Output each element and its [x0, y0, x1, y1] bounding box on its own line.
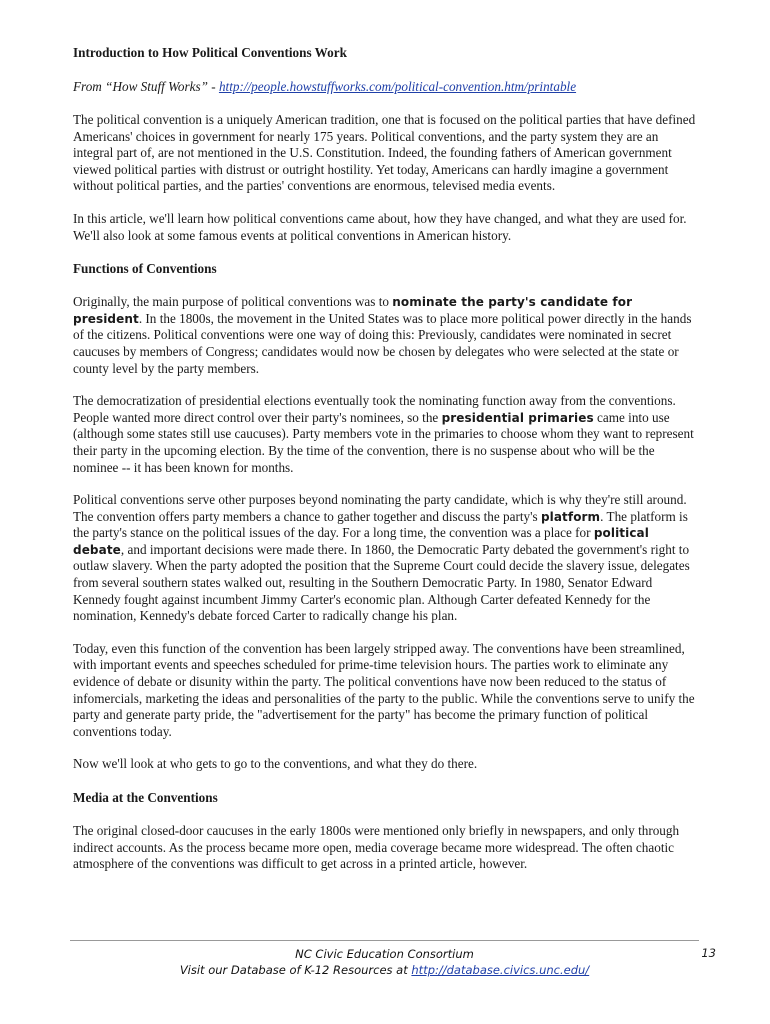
text-run: Now we'll look at who gets to go to the conventions, and what they do there.	[73, 756, 478, 772]
source-link[interactable]: http://people.howstuffworks.com/political-convention.htm/printable	[218, 79, 577, 94]
text-run: The democratization of presidential elections eventually took the nominating function away from the conventions. People wanted more direct control over their party's nominees, so the	[73, 393, 676, 425]
page-footer	[70, 946, 699, 978]
source-prefix: From “How Stuff Works” -	[73, 79, 219, 94]
paragraph	[73, 294, 698, 377]
section-heading-functions: Functions of Conventions	[73, 261, 217, 277]
paragraph	[73, 393, 698, 476]
paragraph	[73, 211, 698, 244]
document-body	[73, 44, 698, 889]
footer-divider	[70, 940, 699, 941]
text-run: The original closed-door caucuses in the early 1800s were mentioned only briefly in newspapers, and only through indirect accounts. As the process became more open, media coverage became more widespread. The often chaotic atmosphere of the conventions was difficult to get across in a printed article, however.	[73, 823, 680, 872]
text-run: Political conventions serve other purposes beyond nominating the party candidate, which is why they're still around. The convention offers party members a chance to gather together and discuss the party's	[73, 492, 687, 524]
text-run: In this article, we'll learn how political conventions came about, how they have changed, and what they are used for. We'll also look at some famous events at political conventions in American history.	[73, 210, 687, 243]
text-run: . In the 1800s, the movement in the United States was to place more political power directly in the hands of the citizens. Political conventions were one way of doing this: Previously, candidates were nominated in secret caucuses by members of Congress; candidates would now be chosen by delegates who were selected at the state or county level by the party members.	[73, 310, 692, 376]
text-run: Today, even this function of the convention has been largely stripped away. The conventions have been streamlined, with important events and speeches scheduled for prime-time television hours. The parties work to eliminate any evidence of debate or disunity within the party. The political conventions have now been reduced to the status of infomercials, marketing the ideas and personalities of the party to the public. While the conventions serve to unify the party and generate party pride, the "advertisement for the party" has become the primary function of political conventions today.	[73, 640, 695, 739]
page-number: 13	[701, 946, 716, 960]
paragraph	[73, 492, 698, 625]
source-line	[73, 78, 698, 95]
section-heading-media: Media at the Conventions	[73, 790, 218, 805]
footer-link[interactable]: http://database.civics.unc.edu/	[411, 963, 590, 977]
footer-org: NC Civic Education Consortium	[295, 947, 474, 961]
paragraph	[73, 112, 698, 195]
bold-term: presidential primaries	[441, 410, 594, 425]
paragraph	[73, 756, 698, 773]
paragraph	[73, 641, 698, 741]
text-run: Originally, the main purpose of political conventions was to	[73, 294, 393, 310]
footer-visit-line	[70, 962, 699, 978]
text-run: , and important decisions were made there. In 1860, the Democratic Party debated the government's right to outlaw slavery. When the party adopted the position that the Supreme Court could decide the slavery issue, delegates from several southern states walked out, resulting in the Southern Democratic Party. In 1980, Senator Edward Kennedy fought against incumbent Jimmy Carter's economic plan. Although Carter defeated Kennedy for the nomination, Kennedy's debate forced Carter to radically change his plan.	[73, 541, 690, 624]
paragraph	[73, 823, 698, 873]
bold-term: nominate the party's candidate for president	[73, 295, 633, 326]
text-run: . The platform is the party's stance on the political issues of the day. For a long time, the convention was a place for	[73, 508, 688, 541]
text-run: The political convention is a uniquely American tradition, one that is focused on the political parties that have defined Americans' choices in government for nearly 175 years. Political conventions, and the party system they are an integral part of, are not mentioned in the U.S. Constitution. Indeed, the founding fathers of American government viewed political parties with distrust or outright hostility. Yet today, Americans can hardly imagine a government without political parties, and the parties' conventions are enormous, televised media events.	[73, 112, 696, 194]
bold-term: platform	[540, 509, 601, 524]
footer-visit-prefix: Visit our Database of K-12 Resources at	[179, 963, 412, 977]
text-run: came into use (although some states still use caucuses). Party members vote in the primaries to choose whom they want to represent their party in the upcoming election. By the time of the convention, there is no suspense about who will be the nominee -- it has been known for months.	[73, 409, 694, 475]
bold-term: political debate	[73, 526, 649, 557]
document-title: Introduction to How Political Conventions Work	[73, 45, 347, 60]
